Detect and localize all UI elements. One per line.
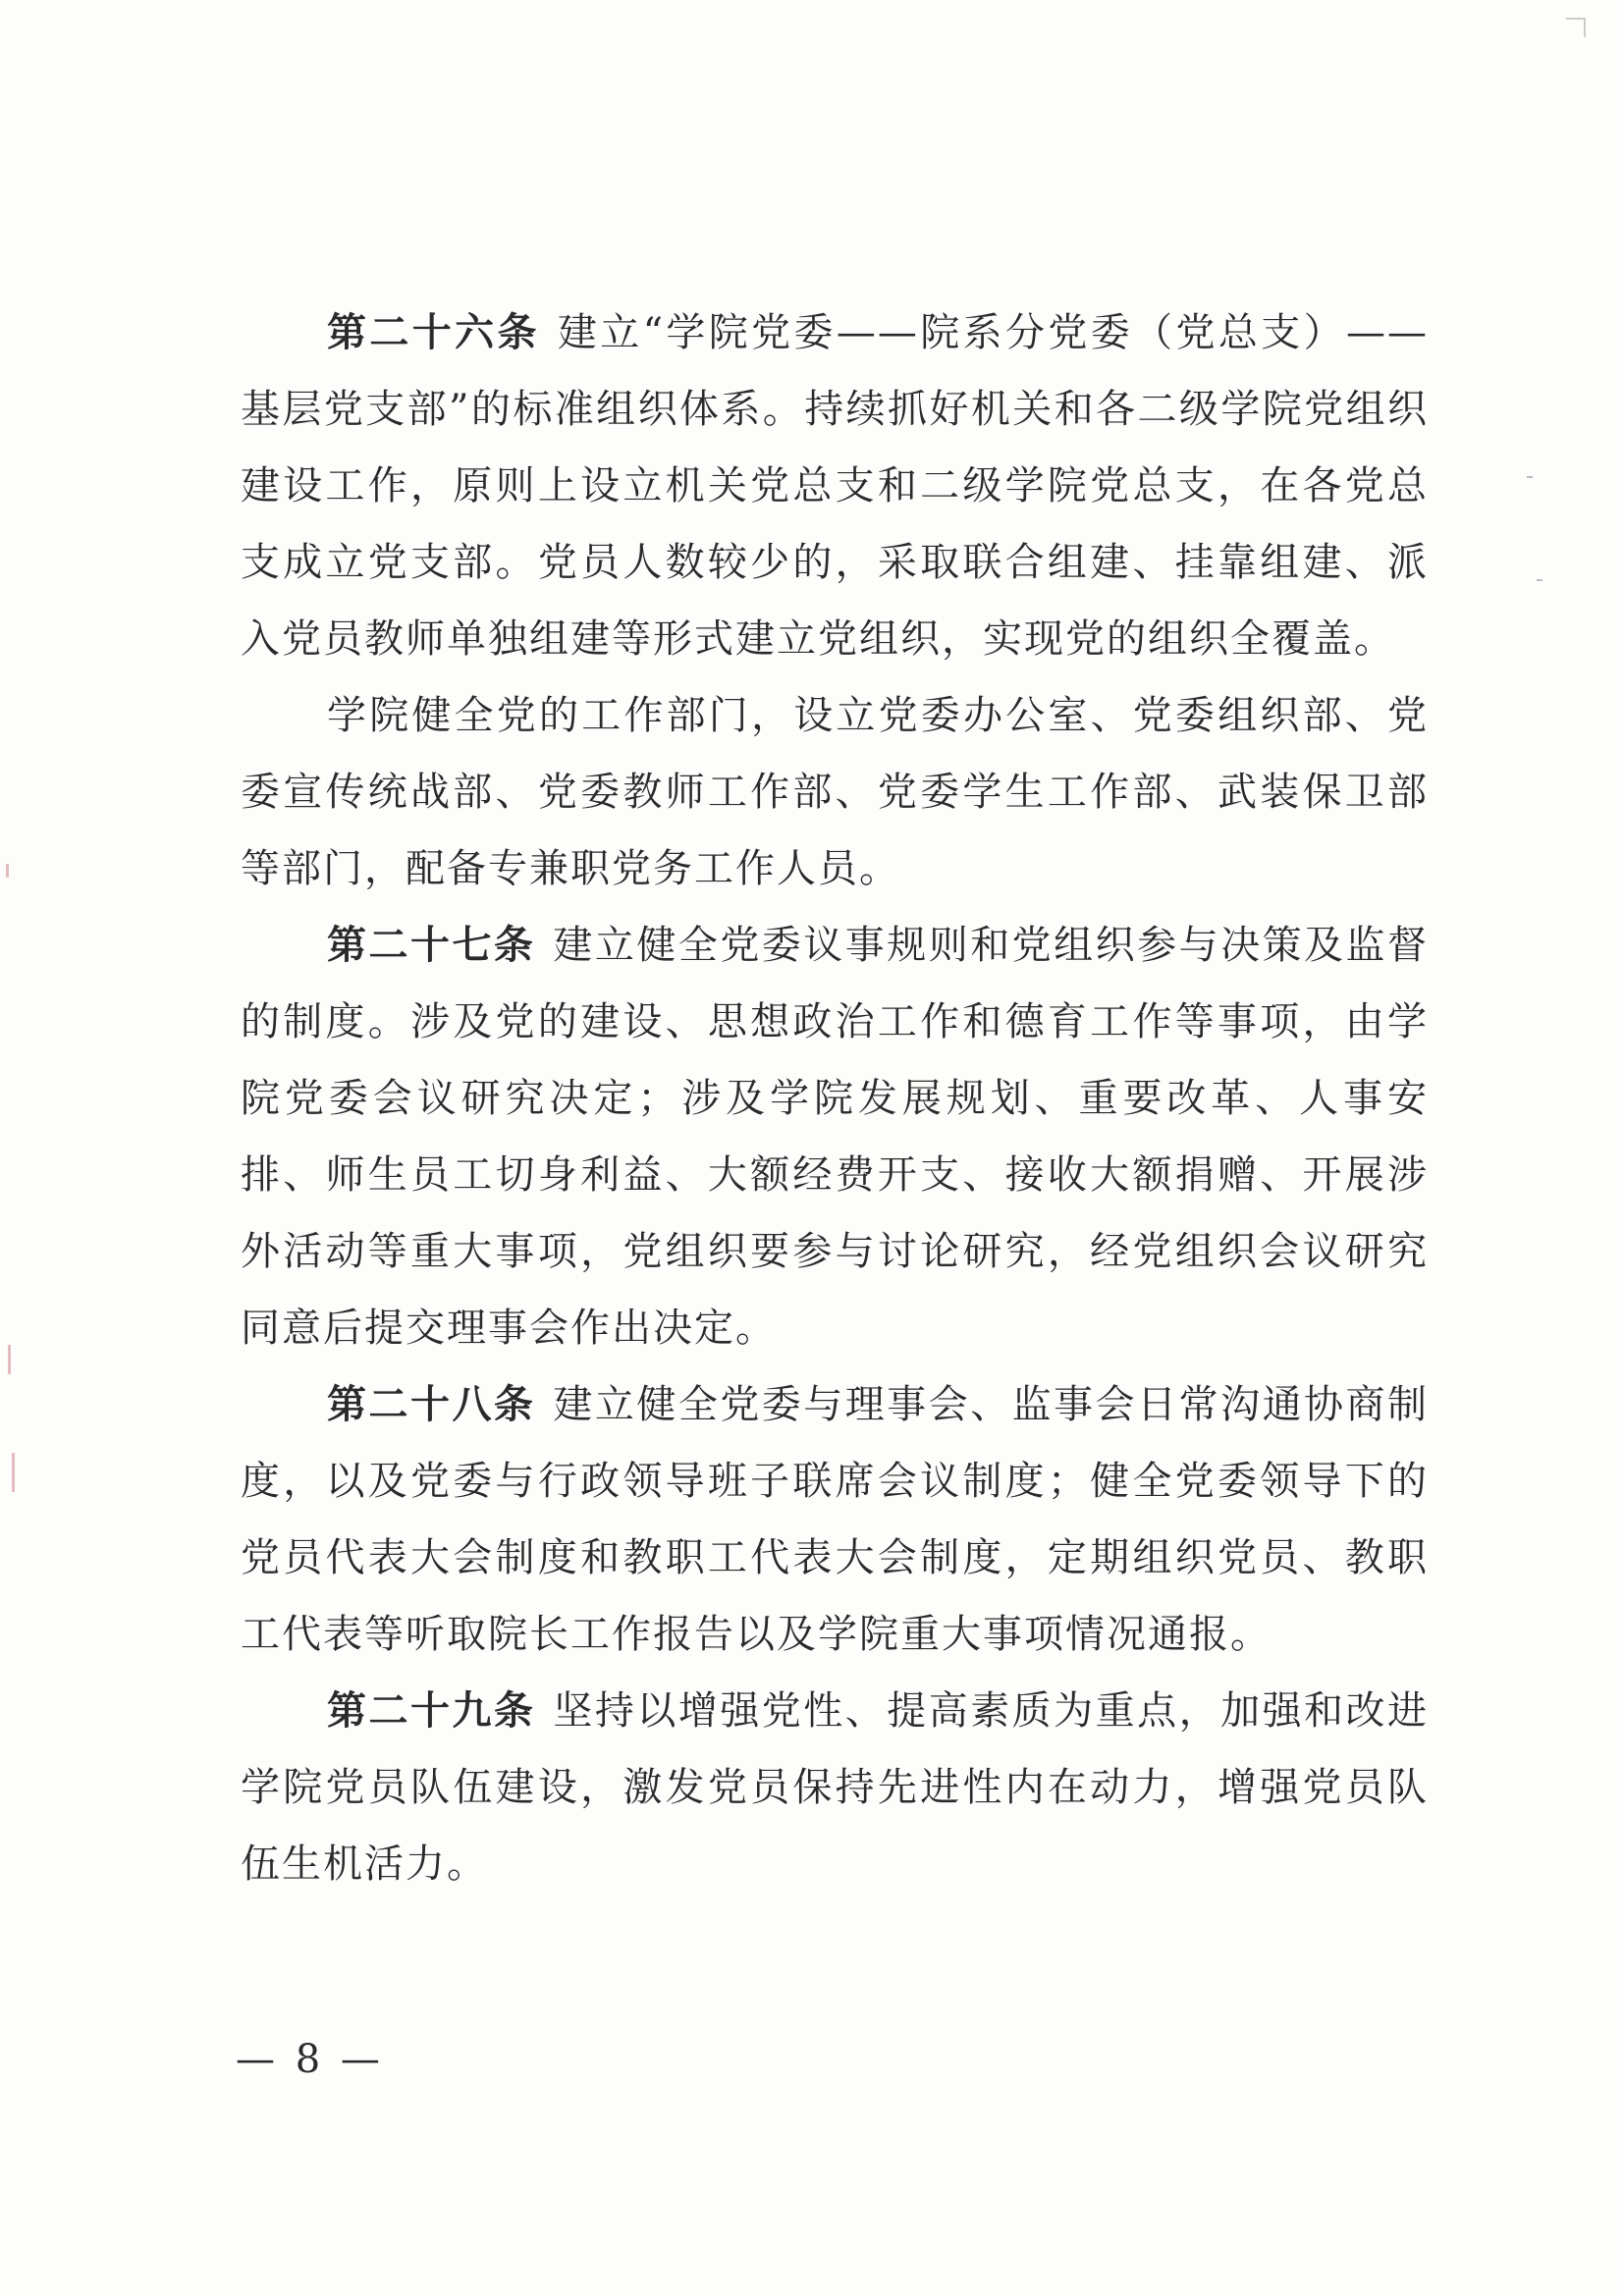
- document-body: [241, 294, 1429, 1902]
- binding-mark: [12, 1453, 15, 1492]
- article-26-continuation-paragraph: [241, 677, 1429, 907]
- article-heading: 第二十六条: [327, 309, 540, 355]
- binding-mark: [8, 1345, 11, 1374]
- binding-mark: [6, 864, 9, 878]
- page-number: — 8 —: [236, 2037, 384, 2082]
- article-heading: 第二十七条: [327, 922, 536, 968]
- paragraph-text: 学院健全党的工作部门，设立党委办公室、党委组织部、党委宣传统战部、党委教师工作部、党委学生工作部、武装保卫部等部门，配备专兼职党务工作人员。: [241, 693, 1429, 891]
- article-text: 建立健全党委与理事会、监事会日常沟通协商制度，以及党委与行政领导班子联席会议制度；健全党委领导下的党员代表大会制度和教职工代表大会制度，定期组织党员、教职工代表等听取院长工作报告以及学院重大事项情况通报。: [241, 1382, 1430, 1657]
- article-text: 建立“学院党委——院系分党委（党总支）——基层党支部”的标准组织体系。持续抓好机关和各二级学院党组织建设工作，原则上设立机关党总支和二级学院党总支，在各党总支成立党支部。党员人数较少的，采取联合组建、挂靠组建、派入党员教师单独组建等形式建立党组织，实现党的组织全覆盖。: [241, 310, 1429, 662]
- scan-speck: [1537, 579, 1542, 581]
- scan-corner-mark: [1566, 18, 1586, 37]
- scan-speck: [1527, 476, 1533, 478]
- article-29-paragraph: [241, 1673, 1429, 1902]
- article-text: 坚持以增强党性、提高素质为重点，加强和改进学院党员队伍建设，激发党员保持先进性内在动力，增强党员队伍生机活力。: [241, 1688, 1430, 1887]
- article-28-paragraph: [241, 1366, 1429, 1673]
- article-27-paragraph: [241, 907, 1429, 1366]
- article-26-paragraph: [241, 294, 1429, 677]
- article-text: 建立健全党委议事规则和党组织参与决策及监督的制度。涉及党的建设、思想政治工作和德育工作等事项，由学院党委会议研究决定；涉及学院发展规划、重要改革、人事安排、师生员工切身利益、大额经费开支、接收大额捐赠、开展涉外活动等重大事项，党组织要参与讨论研究，经党组织会议研究同意后提交理事会作出决定。: [241, 923, 1430, 1351]
- article-heading: 第二十八条: [327, 1381, 536, 1427]
- article-heading: 第二十九条: [327, 1687, 536, 1734]
